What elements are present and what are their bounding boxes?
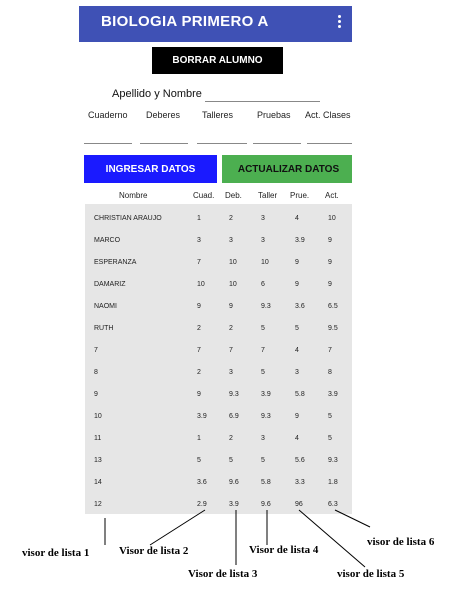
cell-taller: 3.9: [261, 391, 271, 398]
cell-nombre: 14: [94, 479, 102, 486]
cell-taller: 5: [261, 369, 265, 376]
cell-deb: 6.9: [229, 413, 239, 420]
cell-prue: 9: [295, 413, 299, 420]
cell-deb: 10: [229, 259, 237, 266]
column-header-nombre: Nombre: [119, 191, 148, 200]
cell-deb: 3: [229, 369, 233, 376]
cell-taller: 5.8: [261, 479, 271, 486]
delete-student-button[interactable]: BORRAR ALUMNO: [152, 47, 283, 74]
cell-prue: 3: [295, 369, 299, 376]
cell-taller: 9.3: [261, 303, 271, 310]
cell-deb: 10: [229, 281, 237, 288]
cell-taller: 5: [261, 325, 265, 332]
cell-act: 9: [328, 259, 332, 266]
cell-taller: 3: [261, 215, 265, 222]
cell-taller: 5: [261, 457, 265, 464]
cell-prue: 4: [295, 215, 299, 222]
cell-prue: 5.8: [295, 391, 305, 398]
cell-act: 1.8: [328, 479, 338, 486]
cell-deb: 5: [229, 457, 233, 464]
cell-taller: 9.6: [261, 501, 271, 508]
cell-prue: 9: [295, 281, 299, 288]
deberes-label: Deberes: [146, 110, 181, 120]
cell-cuad: 9: [197, 391, 201, 398]
cell-nombre: 9: [94, 391, 98, 398]
cell-act: 9: [328, 281, 332, 288]
cell-nombre: 7: [94, 347, 98, 354]
cell-prue: 5: [295, 325, 299, 332]
cell-taller: 3: [261, 237, 265, 244]
cell-nombre: CHRISTIAN ARAUJO: [94, 215, 162, 222]
cell-act: 5: [328, 413, 332, 420]
cell-act: 6.5: [328, 303, 338, 310]
cell-deb: 2: [229, 215, 233, 222]
cell-cuad: 7: [197, 259, 201, 266]
name-label: Apellido y Nombre: [112, 88, 202, 100]
cell-act: 3.9: [328, 391, 338, 398]
cell-deb: 9.6: [229, 479, 239, 486]
cell-nombre: RUTH: [94, 325, 114, 332]
annotation-list-2: Visor de lista 2: [119, 545, 189, 557]
cell-act: 9.5: [328, 325, 338, 332]
cell-deb: 9.3: [229, 391, 239, 398]
cell-deb: 9: [229, 303, 233, 310]
pruebas-label: Pruebas: [257, 110, 291, 120]
act-clases-label: Act. Clases: [305, 110, 351, 120]
ingresar-datos-button[interactable]: INGRESAR DATOS: [84, 155, 217, 183]
cell-cuad: 3.6: [197, 479, 207, 486]
cell-cuad: 5: [197, 457, 201, 464]
cell-nombre: 10: [94, 413, 102, 420]
cell-cuad: 1: [197, 435, 201, 442]
cell-cuad: 7: [197, 347, 201, 354]
cell-nombre: MARCO: [94, 237, 121, 244]
column-header-prue: Prue.: [290, 191, 310, 200]
annotation-list-4: Visor de lista 4: [249, 544, 319, 556]
cell-prue: 96: [295, 501, 303, 508]
cell-cuad: 2.9: [197, 501, 207, 508]
cell-taller: 3: [261, 435, 265, 442]
cell-nombre: NAOMI: [94, 303, 117, 310]
cell-prue: 3.6: [295, 303, 305, 310]
cell-nombre: 8: [94, 369, 98, 376]
annotation-list-6: visor de lista 6: [367, 536, 435, 548]
cell-act: 6.3: [328, 501, 338, 508]
column-header-cuad: Cuad.: [193, 191, 215, 200]
annotation-list-5: visor de lista 5: [337, 568, 405, 580]
cell-act: 8: [328, 369, 332, 376]
cell-taller: 6: [261, 281, 265, 288]
cell-prue: 3.9: [295, 237, 305, 244]
cell-taller: 9.3: [261, 413, 271, 420]
cell-nombre: DAMARIZ: [94, 281, 126, 288]
cell-deb: 7: [229, 347, 233, 354]
talleres-label: Talleres: [202, 110, 234, 120]
cell-cuad: 10: [197, 281, 205, 288]
cell-deb: 3: [229, 237, 233, 244]
cell-taller: 10: [261, 259, 269, 266]
cell-prue: 4: [295, 347, 299, 354]
cuaderno-label: Cuaderno: [88, 110, 128, 120]
cell-act: 9: [328, 237, 332, 244]
cell-nombre: 12: [94, 501, 102, 508]
cell-cuad: 1: [197, 215, 201, 222]
cell-prue: 3.3: [295, 479, 305, 486]
cell-act: 5: [328, 435, 332, 442]
column-header-deb: Deb.: [225, 191, 242, 200]
cell-cuad: 2: [197, 369, 201, 376]
cell-prue: 5.6: [295, 457, 305, 464]
app-title: BIOLOGIA PRIMERO A: [101, 13, 269, 30]
cell-act: 9.3: [328, 457, 338, 464]
annotation-list-1: visor de lista 1: [22, 547, 90, 559]
cell-nombre: ESPERANZA: [94, 259, 137, 266]
cell-nombre: 11: [94, 435, 102, 442]
annotation-list-3: Visor de lista 3: [188, 568, 258, 580]
cell-act: 7: [328, 347, 332, 354]
cell-prue: 9: [295, 259, 299, 266]
cell-deb: 2: [229, 325, 233, 332]
actualizar-datos-button[interactable]: ACTUALIZAR DATOS: [222, 155, 352, 183]
cell-taller: 7: [261, 347, 265, 354]
cell-nombre: 13: [94, 457, 102, 464]
cell-act: 10: [328, 215, 336, 222]
column-header-act: Act.: [325, 191, 339, 200]
cell-deb: 2: [229, 435, 233, 442]
cell-cuad: 2: [197, 325, 201, 332]
column-header-taller: Taller: [258, 191, 278, 200]
cell-cuad: 3.9: [197, 413, 207, 420]
cell-deb: 3.9: [229, 501, 239, 508]
cell-prue: 4: [295, 435, 299, 442]
cell-cuad: 9: [197, 303, 201, 310]
cell-cuad: 3: [197, 237, 201, 244]
